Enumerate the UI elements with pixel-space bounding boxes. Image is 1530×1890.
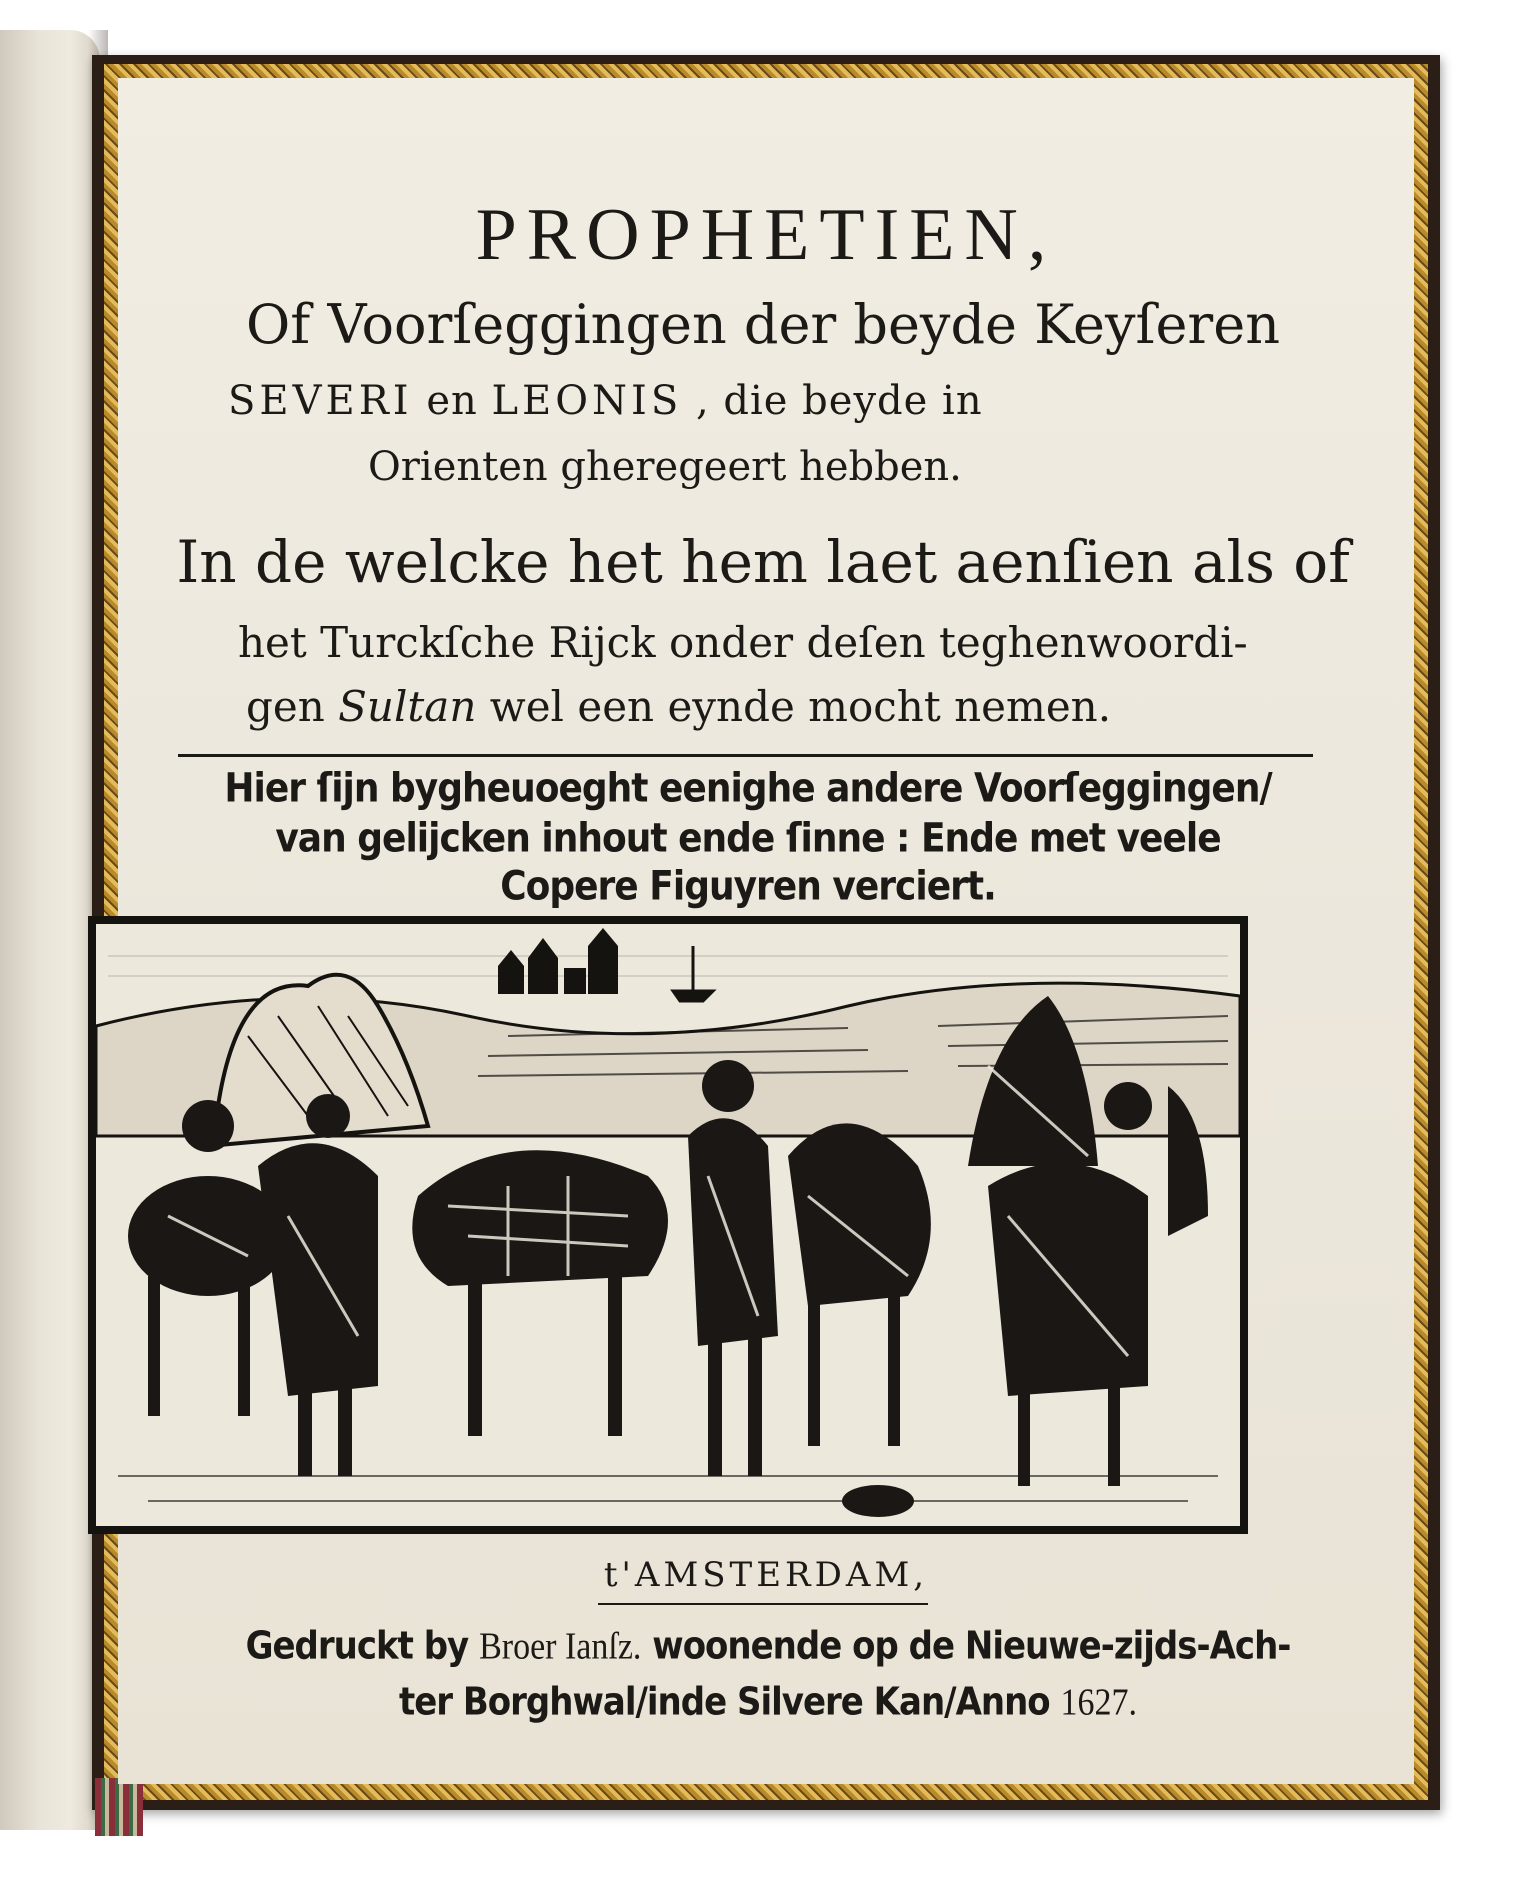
imprint-line-2 (138, 1680, 1398, 1725)
imprint-address: woonende op de Nieuwe-zijds-Ach- (652, 1623, 1291, 1669)
imprint-year: 1627. (1060, 1681, 1138, 1724)
sultan-line-b: wel een eynde mocht nemen. (489, 682, 1112, 731)
imprint-rule (598, 1603, 928, 1605)
blackletter-line-1: Hier ſijn bygheuoeght eenighe andere Voorſeggingen/ (224, 765, 1272, 812)
name-leonis: LEONIS (491, 378, 683, 424)
left-page-edge (0, 30, 100, 1830)
imprint-printed-by: Gedruckt by (245, 1623, 469, 1669)
page-title: PROPHETIEN, (475, 194, 1057, 276)
emperors-line (228, 378, 983, 424)
imprint-sign: ter Borghwal/inde Silvere Kan/Anno (398, 1679, 1050, 1725)
emperors-line-rest: , die beyde in (695, 378, 983, 424)
sultan-line-a: gen (246, 682, 325, 731)
sultan-word: Sultan (338, 682, 477, 731)
turkish-empire-line: het Turckſche Rijck onder deſen teghenwoordi- (238, 618, 1248, 667)
blackletter-line-2: van gelijcken inhout ende ſinne : Ende met veele (275, 815, 1221, 862)
connector-en: en (426, 378, 478, 424)
name-severi: SEVERI (228, 378, 413, 424)
horizontal-rule (178, 754, 1313, 757)
place-of-publication: t'AMSTERDAM, (603, 1555, 929, 1595)
imprint-line-1 (138, 1624, 1398, 1669)
sultan-line (246, 682, 1111, 731)
subtitle-line: Of Voorſeggingen der beyde Keyſeren (246, 293, 1280, 356)
procession-woodcut-icon (88, 916, 1248, 1534)
ribbon-bookmark (95, 1778, 143, 1836)
blackletter-line-3: Copere Figuyren verciert. (500, 863, 996, 910)
orient-line: Orienten gheregeert hebben. (368, 444, 962, 490)
printer-name: Broer Ianſz. (479, 1625, 642, 1668)
prophecy-line: In de welcke het hem laet aenſien als of (176, 528, 1350, 596)
title-page (118, 78, 1414, 1784)
